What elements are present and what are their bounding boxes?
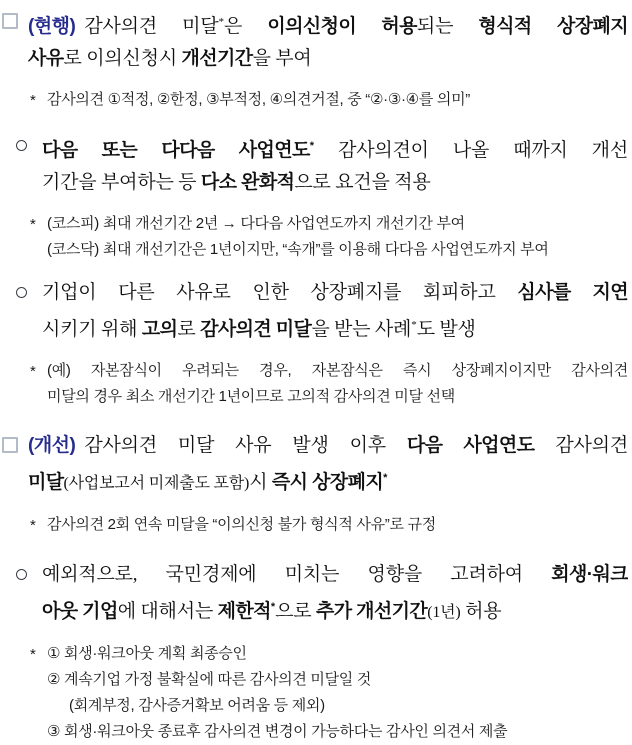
text-run: 시	[249, 472, 272, 493]
footnote-marker: *	[30, 92, 36, 109]
text-run-bold: 심사를 지연	[517, 282, 628, 303]
text-run-bold: 감사의견 미달	[200, 319, 312, 340]
policy-section-exception	[2, 559, 628, 629]
footnote-content	[47, 358, 628, 410]
checkbox-icon	[2, 437, 18, 453]
text-run-bold: 회생·워크	[551, 564, 628, 585]
footnote-ref-asterisk: *	[309, 140, 315, 152]
text-run: 기업이 다른 사유로 인한 상장폐지를 회피하고	[42, 282, 518, 303]
text-run-bold: 형식적 상장폐지	[478, 16, 628, 37]
body-line	[28, 6, 628, 43]
checkbox-icon	[2, 13, 18, 29]
text-run: 으로	[275, 601, 316, 622]
text-run: 시키기 위해	[42, 319, 142, 340]
text-run: 기간을 부여하는 등	[42, 172, 201, 193]
text-run-bold: 다음 또는 다다음 사업연도	[42, 140, 310, 161]
section-label: (개선)	[28, 435, 76, 456]
footnote-content	[47, 641, 628, 745]
footnote-line-indented: (회계부정, 감사증거확보 어려움 등 제외)	[69, 697, 325, 714]
footnote	[30, 512, 628, 539]
text-run-bold: 고의	[141, 319, 178, 340]
text-run: 되는	[416, 16, 479, 37]
footnote-marker: *	[30, 363, 36, 380]
footnote-line: 미달의 경우 최소 개선기간 1년이므로 고의적 감사의견 미달 선택	[47, 388, 455, 405]
body-line	[28, 462, 628, 500]
body-line	[42, 591, 628, 629]
text-run: 허용	[460, 601, 502, 622]
text-run: 을 부여	[252, 48, 312, 69]
section-content	[28, 430, 628, 500]
footnote-ref-asterisk: *	[270, 601, 276, 613]
footnote	[30, 358, 628, 410]
circle-bullet-icon	[16, 569, 27, 580]
text-run: 예외적으로, 국민경제에 미치는 영향을 고려하여	[42, 564, 552, 585]
body-line	[28, 430, 628, 462]
policy-section-intentional-failure	[2, 277, 628, 346]
section-content	[42, 559, 628, 629]
body-line	[28, 43, 628, 75]
footnote-line: (코스닥) 최대 개선기간은 1년이지만, “속개”를 이용해 다다음 사업연도까지 부여	[47, 241, 549, 258]
text-run: 로 이의신청시	[63, 48, 182, 69]
text-run-bold: 사유	[28, 48, 64, 69]
section-content	[28, 6, 628, 75]
footnote	[30, 211, 628, 263]
text-run: 로	[177, 319, 201, 340]
circle-bullet-icon	[16, 140, 27, 151]
bullet-column	[14, 277, 42, 346]
text-run-small: (사업보고서 미제출도 포함)	[63, 475, 250, 492]
text-run-bold: 제한적	[217, 601, 271, 622]
bullet-column	[14, 559, 42, 629]
body-line	[42, 277, 628, 309]
section-content	[42, 277, 628, 346]
bullet-column	[2, 430, 28, 500]
footnote-content	[47, 87, 628, 114]
footnote-line: (코스피) 최대 개선기간 2년 → 다다음 사업연도까지 개선기간 부여	[47, 215, 465, 232]
footnote-ref-asterisk: *	[383, 472, 388, 484]
footnote-marker: *	[30, 646, 36, 663]
circle-bullet-icon	[16, 287, 27, 298]
footnote	[30, 87, 628, 114]
footnote-line: ② 계속기업 가정 불확실에 따른 감사의견 미달일 것	[47, 671, 372, 688]
text-run: 감사의견 미달	[84, 16, 219, 37]
footnote-ref-asterisk: *	[218, 16, 224, 28]
text-run: 감사의견	[534, 435, 628, 456]
policy-section-improvement	[2, 430, 628, 500]
body-line	[42, 309, 628, 346]
section-label: (현행)	[28, 16, 76, 37]
body-line	[42, 559, 628, 591]
text-run: 도 발생	[416, 319, 476, 340]
policy-section-current	[2, 6, 628, 75]
text-run: 으로 요건을 적용	[294, 172, 431, 193]
footnote-ref-asterisk: *	[411, 319, 417, 331]
footnote-line: 감사의견 ①적정, ②한정, ③부적정, ④의견거절, 중 “②·③·④를 의미”	[47, 91, 470, 108]
bullet-column	[14, 130, 42, 199]
text-run-small: (1년)	[427, 604, 461, 621]
footnote-marker: *	[30, 216, 36, 233]
text-run-bold: 다소 완화적	[200, 172, 295, 193]
text-run: 감사의견이 나올 때까지 개선	[314, 140, 628, 161]
body-line	[42, 130, 628, 167]
text-run-bold: 이의신청이 허용	[267, 16, 417, 37]
text-run-bold: 미달	[28, 472, 64, 493]
footnote-line: (예) 자본잠식이 우려되는 경우, 자본잠식은 즉시 상장폐지이지만 감사의견	[47, 362, 628, 379]
text-run: 을 받는 사례	[311, 319, 412, 340]
text-run-bold: 아웃 기업	[42, 601, 118, 622]
policy-section-grace-period	[2, 130, 628, 199]
bullet-column	[2, 6, 28, 75]
text-run: 은	[223, 16, 268, 37]
text-run-bold: 즉시 상장폐지	[271, 472, 384, 493]
footnote-line: ③ 회생·워크아웃 종료후 감사의견 변경이 가능하다는 감사인 의견서 제출	[47, 723, 508, 740]
body-line	[42, 167, 628, 199]
text-run: 에 대해서는	[117, 601, 218, 622]
text-run-bold: 추가 개선기간	[315, 601, 428, 622]
footnote	[30, 641, 628, 745]
text-run-bold: 다음 사업연도	[406, 435, 535, 456]
footnote-content	[47, 211, 628, 263]
footnote-marker: *	[30, 517, 36, 534]
text-run-bold: 개선기간	[181, 48, 253, 69]
text-run: 감사의견 미달 사유 발생 이후	[84, 435, 407, 456]
section-content	[42, 130, 628, 199]
footnote-content	[47, 512, 628, 539]
footnote-line: ① 회생·워크아웃 계획 최종승인	[47, 645, 247, 662]
footnote-line: 감사의견 2회 연속 미달을 “이의신청 불가 형식적 사유”로 규정	[47, 516, 436, 533]
